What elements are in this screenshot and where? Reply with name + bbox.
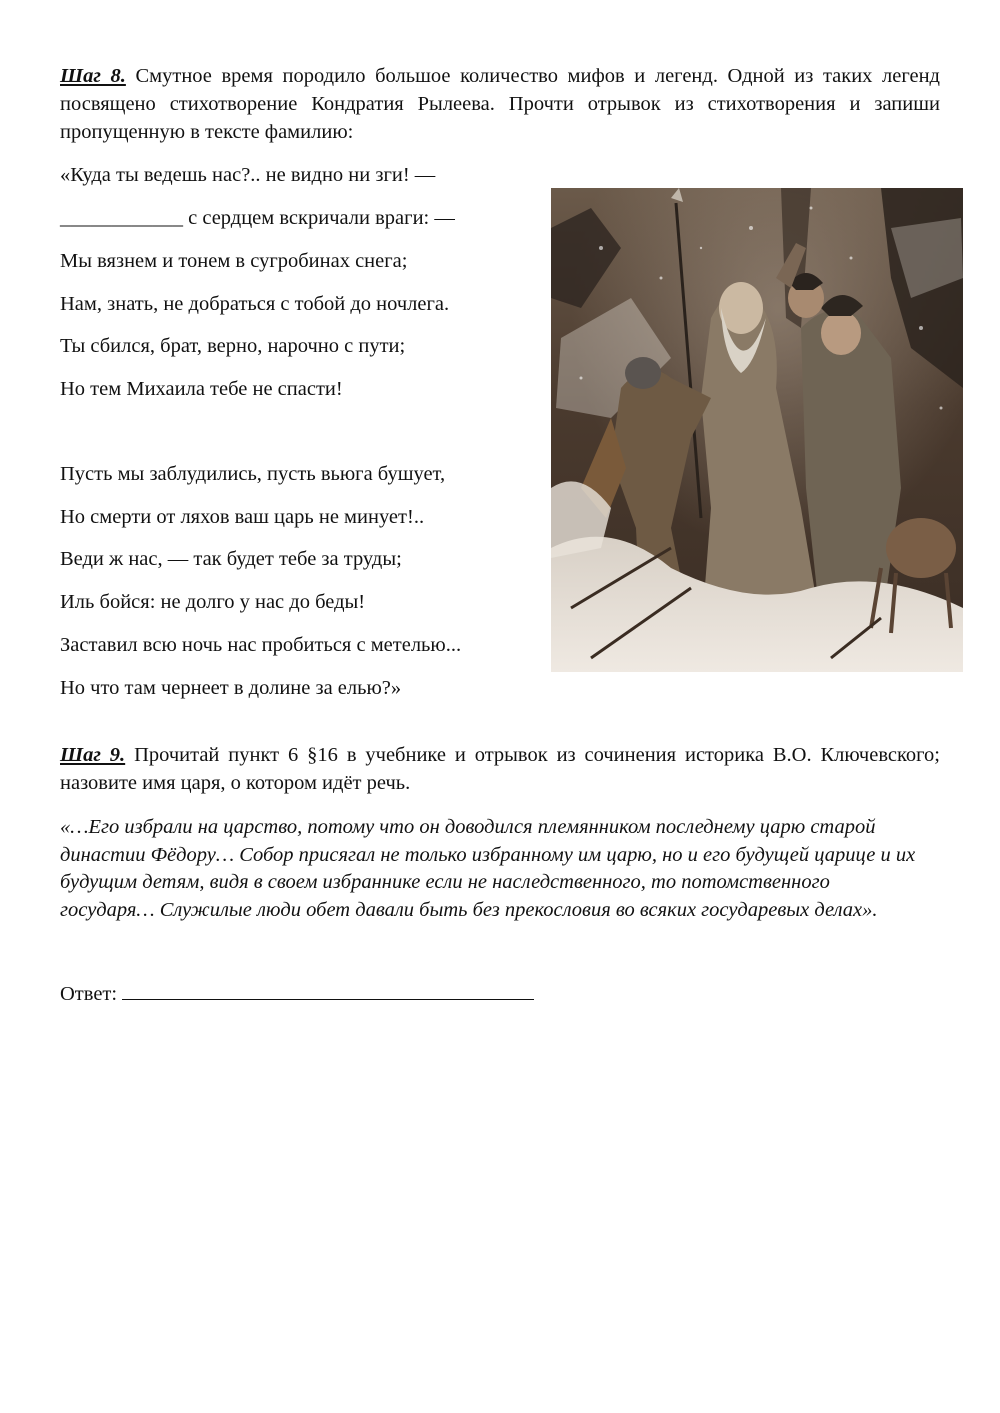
poem-line: Но что там чернеет в долине за елью?» bbox=[60, 677, 402, 699]
step8-instructions bbox=[60, 62, 940, 146]
step8-heading: Шаг 8. bbox=[60, 65, 126, 87]
answer-blank-line[interactable] bbox=[122, 981, 534, 1000]
poem-line: Иль бойся: не долго у нас до беды! bbox=[60, 591, 366, 613]
poem-line: Пусть мы заблудились, пусть вьюга бушует, bbox=[60, 463, 446, 485]
missing-surname-blank[interactable]: ____________ bbox=[60, 207, 183, 229]
step8-text: Смутное время породило большое количество мифов и легенд. Одной из таких легенд посвящено стихотворение Кондратия Рылеева. Прочти отрывок из стихотворения и запиши пропущенную в тексте фамилию: bbox=[60, 65, 940, 143]
klyuchevsky-quote: «…Его избрали на царство, потому что он доводился племянником последнему царю старой династии Фёдору… Собор присягал не только избранному им царю, но и его будущей царице и их будущим детям, видя в своем избраннике если не наследственного, то потомственного государя… Служилые люди обет давали быть без прекословия во всяких государевых делах». bbox=[60, 816, 916, 921]
poem-line-text: с сердцем вскричали враги: — bbox=[183, 207, 455, 229]
poem-line: Но тем Михаила тебе не спасти! bbox=[60, 378, 343, 400]
step9-instructions bbox=[60, 741, 940, 797]
answer-label: Ответ: bbox=[60, 983, 123, 1005]
poem-line: Нам, знать, не добраться с тобой до ночлега. bbox=[60, 293, 450, 315]
poem-line: Веди ж нас, — так будет тебе за труды; bbox=[60, 548, 402, 570]
poem-line: Ты сбился, брат, верно, нарочно с пути; bbox=[60, 335, 406, 357]
poem-line: Но смерти от ляхов ваш царь не минует!.. bbox=[60, 506, 425, 528]
poem-line: «Куда ты ведешь нас?.. не видно ни зги! — bbox=[60, 164, 436, 186]
poem-line-with-blank bbox=[60, 205, 455, 231]
poem-line: Мы вязнем и тонем в сугробинах снега; bbox=[60, 250, 408, 272]
step9-text: Прочитай пункт 6 §16 в учебнике и отрывок из сочинения историка В.О. Ключевского; назовите имя царя, о котором идёт речь. bbox=[60, 744, 940, 794]
answer-row bbox=[60, 980, 534, 1008]
step9-heading: Шаг 9. bbox=[60, 744, 126, 766]
poem-line: Заставил всю ночь нас пробиться с метелью... bbox=[60, 634, 462, 656]
painting-illustration bbox=[551, 188, 963, 672]
